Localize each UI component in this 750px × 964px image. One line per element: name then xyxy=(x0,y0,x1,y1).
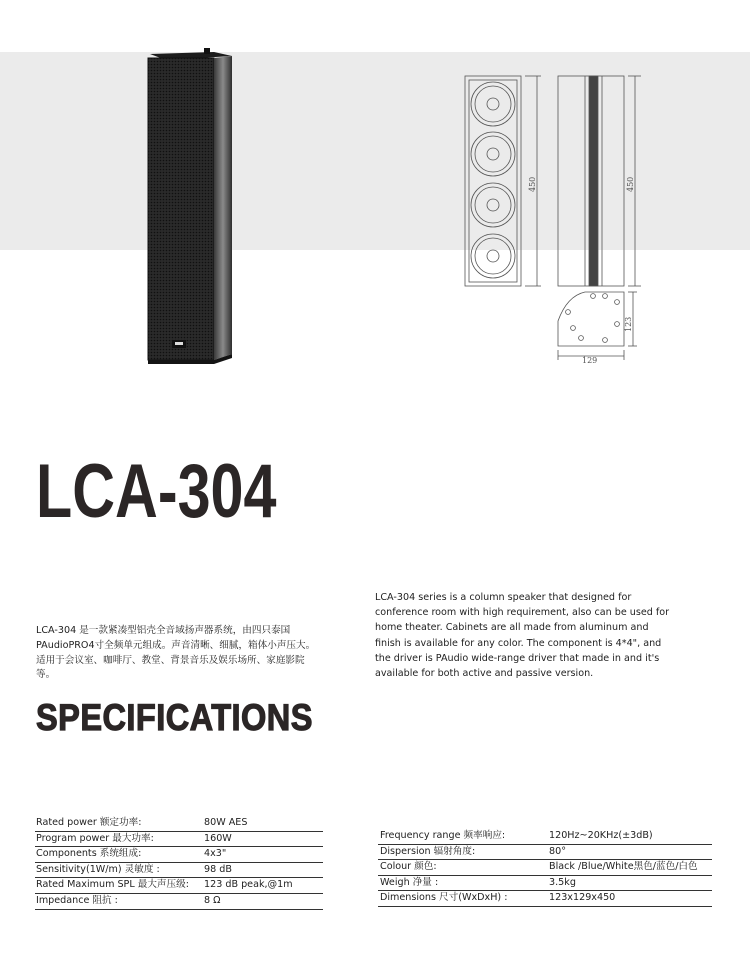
spec-value: 123 dB peak,@1m xyxy=(204,879,293,891)
spec-label: Frequency range 频率响应: xyxy=(380,830,506,841)
spec-value: Black /Blue/White黑色/蓝色/白色 xyxy=(549,861,698,873)
spec-label: Colour 颜色: xyxy=(380,861,437,873)
model-title: LCA-304 xyxy=(36,449,277,534)
spec-table-right xyxy=(378,829,712,907)
spec-row xyxy=(35,894,323,910)
spec-label: Sensitivity(1W/m) 灵敏度 : xyxy=(36,863,160,875)
spec-value: 80W AES xyxy=(204,817,248,828)
spec-value: 160W xyxy=(204,832,232,844)
spec-label: Program power 最大功率: xyxy=(36,832,154,844)
spec-value: 98 dB xyxy=(204,863,232,875)
spec-row xyxy=(35,832,323,848)
spec-label: Rated Maximum SPL 最大声压级: xyxy=(36,879,189,891)
specifications-heading: SPECIFICATIONS xyxy=(36,697,313,738)
spec-value: 8 Ω xyxy=(204,894,221,906)
spec-row xyxy=(35,816,323,832)
dimension-drawing xyxy=(455,66,655,366)
spec-value: 120Hz~20KHz(±3dB) xyxy=(549,830,653,841)
spec-value: 4x3" xyxy=(204,848,227,860)
spec-row xyxy=(378,891,712,907)
spec-value: 3.5kg xyxy=(549,876,576,888)
dimension-label-depth: 123 xyxy=(624,316,633,332)
spec-row xyxy=(378,829,712,845)
spec-row xyxy=(378,845,712,861)
spec-row xyxy=(35,847,323,863)
description-chinese: LCA-304 是一款紧凑型铝壳全音域扬声器系统，由四只泰国PAudioPRO4寸全频单元组成。声音清晰、细腻，箱体小声压大。适用于会议室、咖啡厅、教堂、背景音乐及娱乐场所、家庭影院等。 xyxy=(36,625,316,681)
spec-row xyxy=(35,878,323,894)
dimension-label-height-side: 450 xyxy=(626,176,635,192)
spec-label: Dispersion 辐射角度: xyxy=(380,845,476,857)
spec-value: 123x129x450 xyxy=(549,892,616,904)
dimension-label-width: 129 xyxy=(582,356,598,365)
spec-label: Impedance 阻抗 : xyxy=(36,894,118,906)
spec-row xyxy=(378,876,712,892)
spec-label: Weigh 净量 : xyxy=(380,876,439,888)
spec-label: Components 系统组成: xyxy=(36,848,142,860)
spec-label: Rated power 额定功率: xyxy=(36,817,142,828)
spec-row xyxy=(35,863,323,879)
spec-label: Dimensions 尺寸(WxDxH) : xyxy=(380,892,508,904)
speaker-product-image xyxy=(144,48,236,366)
spec-row xyxy=(378,860,712,876)
spec-table-left xyxy=(35,816,323,910)
spec-value: 80° xyxy=(549,845,567,857)
description-english: LCA-304 series is a column speaker that designed for conference room with high requirement, also can be used for home theater. Cabinets are all made from aluminum and finish is available for any color. The component is 4*4", and the driver is PAudio wide-range driver that made in and it's available for both active and passive version. xyxy=(375,592,670,680)
dimension-label-height-front: 450 xyxy=(528,176,537,192)
